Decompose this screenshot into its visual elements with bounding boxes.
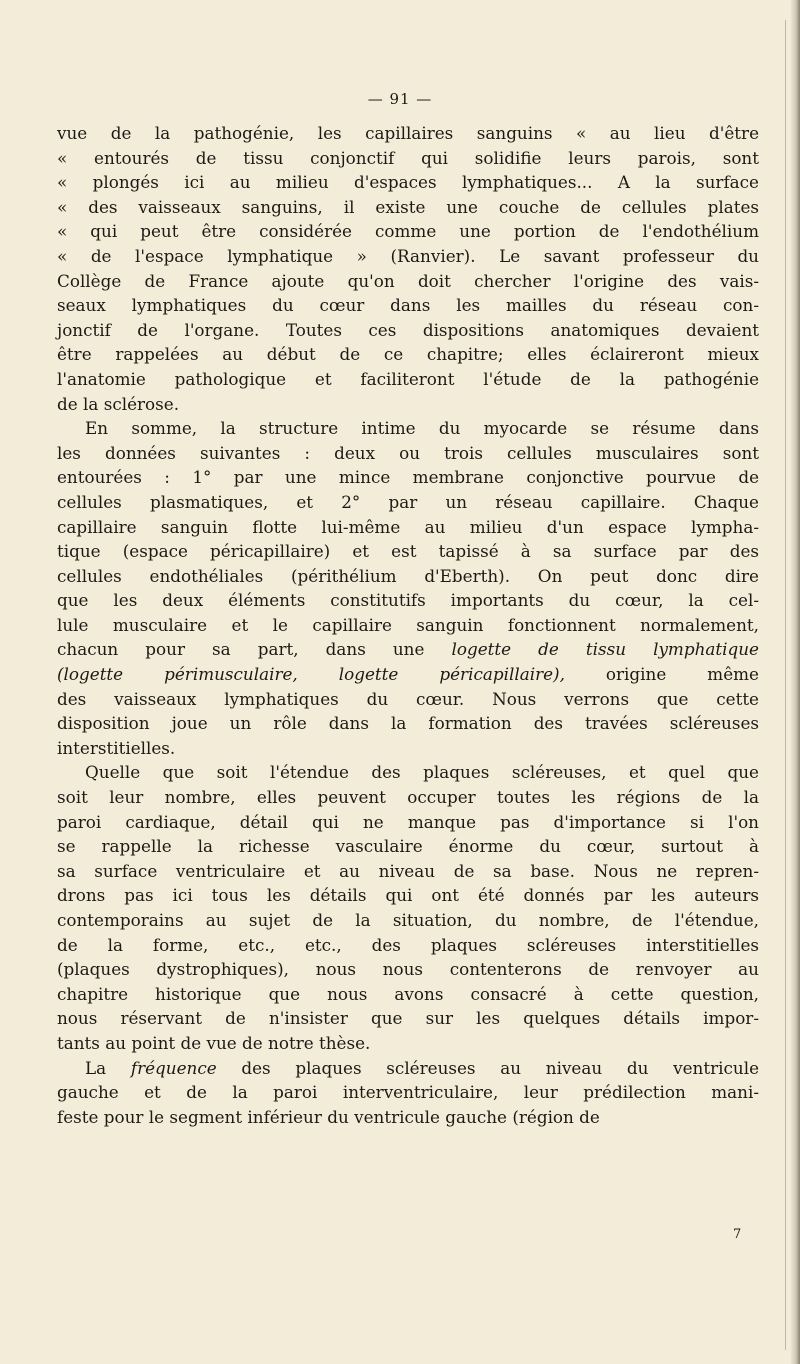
text-line: être rappelées au début de ce chapitre; elles éclaireront mieux [57,344,759,365]
text-line: se rappelle la richesse vasculaire énorme du cœur, surtout à [57,836,759,857]
text-line: les données suivantes : deux ou trois cellules musculaires sont [57,442,759,463]
text-line: disposition joue un rôle dans la formation des travées scléreuses [57,713,759,734]
text-line: l'anatomie pathologique et faciliteront l'étude de la pathogénie [57,368,759,389]
text-line: chapitre historique que nous avons consacré à cette question, [57,983,759,1004]
text-line: contemporains au sujet de la situation, du nombre, de l'étendue, [57,910,759,930]
text-fragment: chacun pour sa part, dans une [57,639,452,660]
text-line: que les deux éléments constitutifs importants du cœur, la cel- [57,590,759,611]
text-line: feste pour le segment inférieur du ventricule gauche (région de [57,1106,600,1127]
text-line: (plaques dystrophiques), nous nous contenterons de renvoyer au [57,959,759,980]
text-line: vue de la pathogénie, les capillaires sanguins « au lieu d'être [57,123,759,143]
text-line: capillaire sanguin flotte lui-même au milieu d'un espace lympha- [57,516,759,537]
text-line: sa surface ventriculaire et au niveau de sa base. Nous ne repren- [57,860,759,881]
body-text [57,121,759,1129]
page-edge-line [785,20,786,1350]
text-line [57,1056,759,1081]
signature-mark: 7 [733,1227,742,1242]
text-line [57,662,759,687]
text-line: soit leur nombre, elles peuvent occuper toutes les régions de la [57,787,759,808]
text-line: des vaisseaux lymphatiques du cœur. Nous verrons que cette [57,688,759,709]
page-number: — 91 — [367,90,433,108]
italic-phrase: logette de tissu lymphatique [451,639,759,660]
text-line: Collège de France ajoute qu'on doit chercher l'origine des vais- [57,270,759,291]
text-line: « qui peut être considérée comme une portion de l'endothélium [57,221,759,242]
text-line: cellules plasmatiques, et 2° par un réseau capillaire. Chaque [57,491,759,512]
text-line: paroi cardiaque, détail qui ne manque pas d'importance si l'on [57,811,759,832]
text-line: drons pas ici tous les détails qui ont été donnés par les auteurs [57,885,759,906]
text-line [57,637,759,662]
text-line: « de l'espace lymphatique » (Ranvier). Le savant professeur du [57,245,759,266]
text-line: tique (espace péricapillaire) et est tapissé à sa surface par des [57,541,759,562]
text-line: cellules endothéliales (périthélium d'Eberth). On peut donc dire [57,565,759,586]
text-line: entourées : 1° par une mince membrane conjonctive pourvue de [57,467,759,488]
text-line: seaux lymphatiques du cœur dans les mailles du réseau con- [57,295,759,316]
italic-phrase: fréquence [130,1057,217,1078]
italic-phrase: (logette périmusculaire, logette péricapillaire), [57,664,565,685]
text-line: de la sclérose. [57,393,180,414]
text-line: interstitielles. [57,737,176,758]
text-line: « entourés de tissu conjonctif qui solidifie leurs parois, sont [57,147,759,168]
page-gutter-shadow [790,0,800,1364]
text-fragment: des plaques scléreuses au niveau du ventricule [216,1057,759,1078]
text-line: « des vaisseaux sanguins, il existe une couche de cellules plates [57,196,759,217]
text-line: En somme, la structure intime du myocarde se résume dans [85,418,759,439]
text-line: jonctif de l'organe. Toutes ces dispositions anatomiques devaient [57,319,759,340]
text-fragment: La [85,1057,131,1078]
text-line: gauche et de la paroi interventriculaire, leur prédilection mani- [57,1082,759,1103]
text-line: nous réservant de n'insister que sur les quelques détails impor- [57,1008,759,1029]
text-line: de la forme, etc., etc., des plaques scléreuses interstitielles [57,934,759,955]
text-line: « plongés ici au milieu d'espaces lymphatiques... A la surface [57,172,759,193]
text-line: Quelle que soit l'étendue des plaques scléreuses, et quel que [85,762,759,783]
text-fragment: origine même [564,664,759,685]
text-line: tants au point de vue de notre thèse. [57,1032,371,1053]
text-line: lule musculaire et le capillaire sanguin fonctionnent normalement, [57,614,759,635]
